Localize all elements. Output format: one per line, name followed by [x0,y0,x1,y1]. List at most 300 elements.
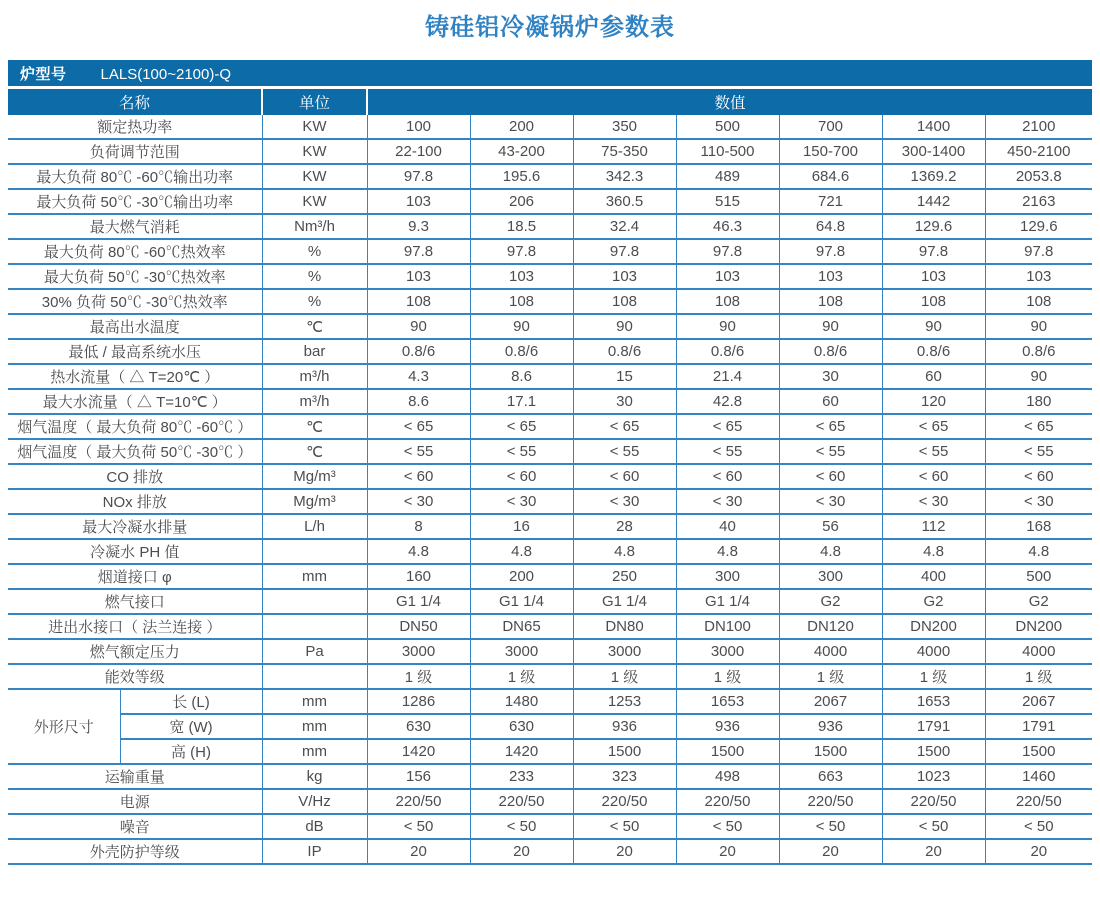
row-label: 最大负荷 80℃ -60℃热效率 [8,239,262,264]
unit-cell: Mg/m³ [262,464,367,489]
row-label: NOx 排放 [8,489,262,514]
value-cell: G1 1/4 [573,589,676,614]
row-label: 30% 负荷 50℃ -30℃热效率 [8,289,262,314]
value-cell: 108 [676,289,779,314]
unit-cell: m³/h [262,364,367,389]
value-cell: 663 [779,764,882,789]
value-cell: 97.8 [985,239,1092,264]
unit-cell: m³/h [262,389,367,414]
unit-cell: kg [262,764,367,789]
value-cell: 129.6 [985,214,1092,239]
column-header-unit: 单位 [262,88,367,116]
value-cell: 103 [985,264,1092,289]
value-cell: 15 [573,364,676,389]
value-cell: 500 [985,564,1092,589]
value-cell: < 50 [985,814,1092,839]
value-cell: 300 [779,564,882,589]
value-cell: 90 [367,314,470,339]
value-cell: 3000 [573,639,676,664]
value-cell: 1653 [676,689,779,714]
value-cell: 2067 [985,689,1092,714]
value-cell: < 65 [779,414,882,439]
value-cell: 20 [779,839,882,864]
value-cell: 60 [779,389,882,414]
table-row [8,489,1092,514]
row-label: 烟气温度（ 最大负荷 50℃ -30℃ ） [8,439,262,464]
value-cell: 1500 [882,739,985,764]
value-cell: 323 [573,764,676,789]
value-cell: G1 1/4 [470,589,573,614]
table-row [8,564,1092,589]
value-cell: 4.8 [470,539,573,564]
row-label: 燃气额定压力 [8,639,262,664]
value-cell: < 65 [367,414,470,439]
table-row [8,239,1092,264]
value-cell: 30 [779,364,882,389]
value-cell: 0.8/6 [779,339,882,364]
value-cell: < 30 [367,489,470,514]
value-cell: 160 [367,564,470,589]
value-cell: 4.8 [367,539,470,564]
value-cell: DN50 [367,614,470,639]
value-cell: < 30 [676,489,779,514]
unit-cell: % [262,264,367,289]
row-label: 最大冷凝水排量 [8,514,262,539]
value-cell: < 60 [882,464,985,489]
value-cell: 28 [573,514,676,539]
value-cell: 20 [676,839,779,864]
row-sub-label: 长 (L) [120,689,262,714]
value-cell: 630 [470,714,573,739]
table-row [8,139,1092,164]
row-label: 燃气接口 [8,589,262,614]
value-cell: 17.1 [470,389,573,414]
value-cell: 8.6 [367,389,470,414]
value-cell: 4.3 [367,364,470,389]
unit-cell: % [262,239,367,264]
value-cell: 90 [779,314,882,339]
value-cell: < 55 [985,439,1092,464]
value-cell: 0.8/6 [882,339,985,364]
value-cell: 30 [573,389,676,414]
value-cell: 108 [882,289,985,314]
value-cell: < 55 [676,439,779,464]
value-cell: < 50 [470,814,573,839]
value-cell: 180 [985,389,1092,414]
value-cell: 103 [573,264,676,289]
value-cell: 108 [985,289,1092,314]
value-cell: < 50 [779,814,882,839]
value-cell: 1 级 [882,664,985,689]
value-cell: 300 [676,564,779,589]
value-cell: 3000 [367,639,470,664]
value-cell: 56 [779,514,882,539]
value-cell: 103 [367,189,470,214]
value-cell: 1400 [882,115,985,139]
row-label: 额定热功率 [8,115,262,139]
value-cell: 684.6 [779,164,882,189]
value-cell: 342.3 [573,164,676,189]
model-label: 炉型号 [20,65,67,83]
row-label: 烟气温度（ 最大负荷 80℃ -60℃ ） [8,414,262,439]
value-cell: DN200 [985,614,1092,639]
value-cell: 1253 [573,689,676,714]
value-cell: 75-350 [573,139,676,164]
unit-cell [262,589,367,614]
value-cell: < 55 [779,439,882,464]
value-cell: 4.8 [779,539,882,564]
value-cell: G2 [985,589,1092,614]
row-sub-label: 宽 (W) [120,714,262,739]
value-cell: 1023 [882,764,985,789]
value-cell: 97.8 [470,239,573,264]
unit-cell: mm [262,739,367,764]
value-cell: 1480 [470,689,573,714]
value-cell: < 55 [367,439,470,464]
value-cell: 108 [573,289,676,314]
value-cell: 20 [985,839,1092,864]
unit-cell: L/h [262,514,367,539]
value-cell: 103 [779,264,882,289]
value-cell: 250 [573,564,676,589]
row-label: 最大燃气消耗 [8,214,262,239]
table-row [8,464,1092,489]
value-cell: 1369.2 [882,164,985,189]
table-row [8,739,1092,764]
row-label: 冷凝水 PH 值 [8,539,262,564]
value-cell: < 55 [470,439,573,464]
value-cell: < 60 [779,464,882,489]
unit-cell [262,539,367,564]
value-cell: 100 [367,115,470,139]
value-cell: < 30 [470,489,573,514]
value-cell: 90 [676,314,779,339]
value-cell: 1420 [470,739,573,764]
row-label: 最大水流量（ △ T=10℃ ） [8,389,262,414]
value-cell: < 65 [676,414,779,439]
value-cell: 90 [573,314,676,339]
value-cell: 200 [470,115,573,139]
value-cell: 2053.8 [985,164,1092,189]
table-row [8,764,1092,789]
value-cell: 90 [985,314,1092,339]
unit-cell: dB [262,814,367,839]
value-cell: < 55 [573,439,676,464]
row-label: 运输重量 [8,764,262,789]
value-cell: 1500 [779,739,882,764]
value-cell: 360.5 [573,189,676,214]
table-row [8,789,1092,814]
value-cell: 20 [882,839,985,864]
table-body [8,115,1092,864]
value-cell: 97.8 [882,239,985,264]
table-row [8,839,1092,864]
page-title: 铸硅铝冷凝锅炉参数表 [425,14,675,41]
value-cell: 2067 [779,689,882,714]
value-cell: 22-100 [367,139,470,164]
value-cell: 112 [882,514,985,539]
value-cell: 64.8 [779,214,882,239]
value-cell: 110-500 [676,139,779,164]
value-cell: 2163 [985,189,1092,214]
table-row [8,389,1092,414]
value-cell: 4000 [985,639,1092,664]
value-cell: G2 [882,589,985,614]
column-header-row [8,88,1092,116]
value-cell: 1 级 [779,664,882,689]
value-cell: < 65 [985,414,1092,439]
value-cell: 400 [882,564,985,589]
row-label: 最大负荷 80℃ -60℃输出功率 [8,164,262,189]
value-cell: 90 [470,314,573,339]
value-cell: 108 [779,289,882,314]
value-cell: 1420 [367,739,470,764]
value-cell: 32.4 [573,214,676,239]
row-label: 最大负荷 50℃ -30℃热效率 [8,264,262,289]
value-cell: 129.6 [882,214,985,239]
value-cell: 220/50 [985,789,1092,814]
table-row [8,539,1092,564]
unit-cell [262,664,367,689]
value-cell: G2 [779,589,882,614]
unit-cell: mm [262,564,367,589]
value-cell: 300-1400 [882,139,985,164]
value-cell: 4000 [882,639,985,664]
value-cell: 20 [470,839,573,864]
value-cell: 4000 [779,639,882,664]
value-cell: 46.3 [676,214,779,239]
unit-cell: Nm³/h [262,214,367,239]
table-row [8,814,1092,839]
unit-cell [262,614,367,639]
value-cell: 40 [676,514,779,539]
value-cell: 43-200 [470,139,573,164]
value-cell: 500 [676,115,779,139]
table-row [8,439,1092,464]
value-cell: 220/50 [779,789,882,814]
value-cell: 150-700 [779,139,882,164]
table-row [8,639,1092,664]
value-cell: 220/50 [367,789,470,814]
table-row [8,589,1092,614]
unit-cell: KW [262,115,367,139]
value-cell: DN80 [573,614,676,639]
value-cell: 195.6 [470,164,573,189]
unit-cell: % [262,289,367,314]
table-row [8,689,1092,714]
row-label: 电源 [8,789,262,814]
table-row [8,614,1092,639]
value-cell: 1442 [882,189,985,214]
value-cell: 1500 [985,739,1092,764]
value-cell: 97.8 [779,239,882,264]
value-cell: 489 [676,164,779,189]
value-cell: 103 [882,264,985,289]
value-cell: 0.8/6 [367,339,470,364]
value-cell: 97.8 [367,164,470,189]
value-cell: 156 [367,764,470,789]
value-cell: 9.3 [367,214,470,239]
value-cell: 0.8/6 [985,339,1092,364]
value-cell: 1286 [367,689,470,714]
value-cell: 108 [470,289,573,314]
row-label: 外壳防护等级 [8,839,262,864]
value-cell: 936 [779,714,882,739]
value-cell: < 30 [779,489,882,514]
value-cell: 200 [470,564,573,589]
unit-cell: ℃ [262,439,367,464]
value-cell: < 30 [882,489,985,514]
value-cell: < 60 [985,464,1092,489]
table-row [8,514,1092,539]
value-cell: < 50 [367,814,470,839]
value-cell: G1 1/4 [367,589,470,614]
value-cell: 120 [882,389,985,414]
value-cell: < 65 [573,414,676,439]
model-header-bar [8,60,1092,88]
value-cell: 350 [573,115,676,139]
value-cell: 630 [367,714,470,739]
unit-cell: KW [262,139,367,164]
dimension-group-label: 外形尺寸 [8,689,120,764]
value-cell: 4.8 [985,539,1092,564]
value-cell: < 60 [367,464,470,489]
row-sub-label: 高 (H) [120,739,262,764]
value-cell: 1791 [985,714,1092,739]
value-cell: 97.8 [573,239,676,264]
value-cell: DN200 [882,614,985,639]
unit-cell: ℃ [262,314,367,339]
column-header-name: 名称 [8,88,262,116]
unit-cell: KW [262,164,367,189]
value-cell: DN100 [676,614,779,639]
value-cell: 90 [882,314,985,339]
table-row [8,189,1092,214]
value-cell: 60 [882,364,985,389]
unit-cell: mm [262,714,367,739]
table-row [8,664,1092,689]
value-cell: 3000 [676,639,779,664]
value-cell: 0.8/6 [470,339,573,364]
value-cell: 1500 [573,739,676,764]
model-number: LALS(100~2100)-Q [100,65,232,83]
value-cell: 1791 [882,714,985,739]
boiler-spec-table [8,60,1092,865]
row-label: CO 排放 [8,464,262,489]
value-cell: < 60 [676,464,779,489]
value-cell: G1 1/4 [676,589,779,614]
value-cell: 168 [985,514,1092,539]
value-cell: < 50 [882,814,985,839]
model-header-cell [8,60,1092,88]
value-cell: < 50 [573,814,676,839]
value-cell: < 60 [573,464,676,489]
value-cell: < 60 [470,464,573,489]
column-header-value: 数值 [367,88,1092,116]
value-cell: 103 [676,264,779,289]
row-label: 噪音 [8,814,262,839]
value-cell: 8 [367,514,470,539]
value-cell: < 65 [470,414,573,439]
value-cell: 0.8/6 [573,339,676,364]
value-cell: DN65 [470,614,573,639]
value-cell: 220/50 [676,789,779,814]
value-cell: 721 [779,189,882,214]
value-cell: 220/50 [882,789,985,814]
value-cell: 108 [367,289,470,314]
table-row [8,714,1092,739]
table-row [8,115,1092,139]
value-cell: 16 [470,514,573,539]
value-cell: < 30 [573,489,676,514]
value-cell: 4.8 [676,539,779,564]
value-cell: 21.4 [676,364,779,389]
value-cell: 1 级 [573,664,676,689]
value-cell: 4.8 [882,539,985,564]
table-row [8,339,1092,364]
value-cell: 450-2100 [985,139,1092,164]
unit-cell: mm [262,689,367,714]
table-row [8,364,1092,389]
table-row [8,414,1092,439]
value-cell: 4.8 [573,539,676,564]
unit-cell: KW [262,189,367,214]
value-cell: 498 [676,764,779,789]
value-cell: < 55 [882,439,985,464]
value-cell: 103 [470,264,573,289]
table-row [8,214,1092,239]
unit-cell: Pa [262,639,367,664]
value-cell: 1 级 [985,664,1092,689]
row-label: 最低 / 最高系统水压 [8,339,262,364]
value-cell: 1 级 [676,664,779,689]
unit-cell: bar [262,339,367,364]
value-cell: 0.8/6 [676,339,779,364]
table-row [8,264,1092,289]
table-row [8,164,1092,189]
unit-cell: IP [262,839,367,864]
value-cell: 97.8 [367,239,470,264]
unit-cell: ℃ [262,414,367,439]
unit-cell: Mg/m³ [262,489,367,514]
value-cell: < 65 [882,414,985,439]
value-cell: 1 级 [367,664,470,689]
row-label: 进出水接口（ 法兰连接 ） [8,614,262,639]
value-cell: 1500 [676,739,779,764]
value-cell: 8.6 [470,364,573,389]
value-cell: DN120 [779,614,882,639]
value-cell: 18.5 [470,214,573,239]
value-cell: 206 [470,189,573,214]
value-cell: 936 [676,714,779,739]
row-label: 最高出水温度 [8,314,262,339]
value-cell: 1653 [882,689,985,714]
value-cell: 515 [676,189,779,214]
value-cell: 220/50 [573,789,676,814]
value-cell: 1460 [985,764,1092,789]
table-row [8,289,1092,314]
table-row [8,314,1092,339]
value-cell: 2100 [985,115,1092,139]
row-label: 最大负荷 50℃ -30℃输出功率 [8,189,262,214]
row-label: 负荷调节范围 [8,139,262,164]
value-cell: 103 [367,264,470,289]
value-cell: 936 [573,714,676,739]
row-label: 能效等级 [8,664,262,689]
value-cell: 700 [779,115,882,139]
value-cell: 20 [573,839,676,864]
value-cell: < 30 [985,489,1092,514]
